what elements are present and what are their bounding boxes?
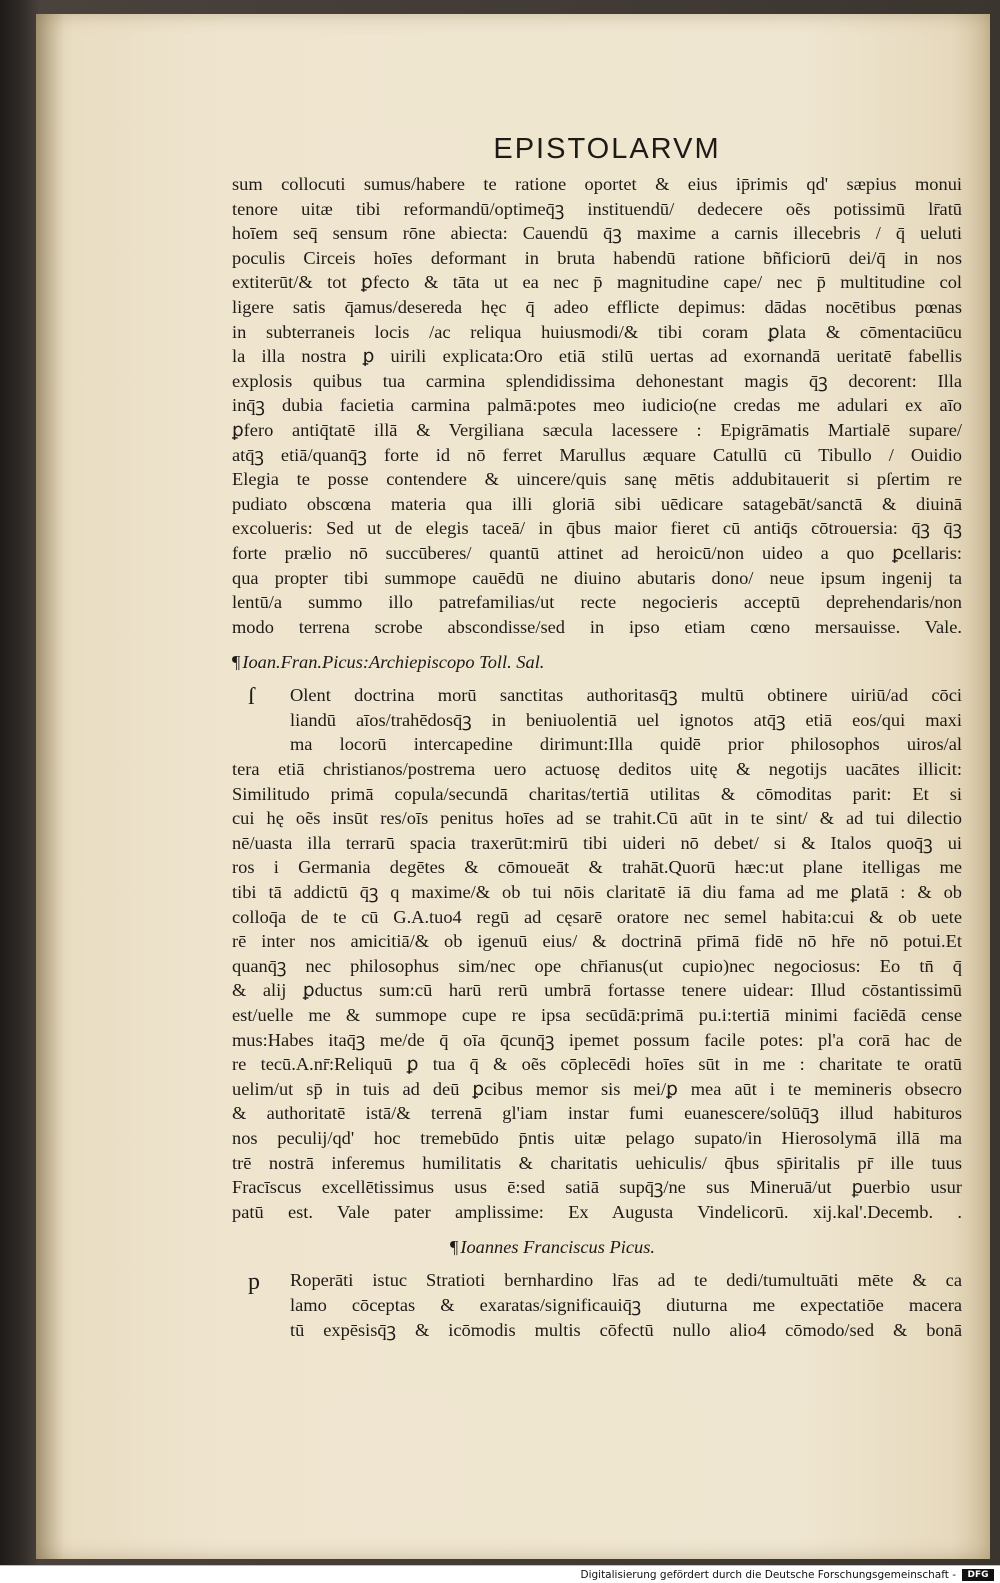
text-line: uelim/ut sp̄ in tuis ad deū ꝑcibus memor sis mei/ꝑ mea aūt i te memineris obsecro: [232, 1078, 962, 1099]
text-line: tū expēsisq̄ꝫ & icōmodis multis cōfectū nullo alio4 cōmodo/sed & bonā: [290, 1319, 962, 1340]
letter-2-body: [232, 757, 962, 1224]
initial-letter: p: [248, 1269, 260, 1296]
text-line: la illa nostra ꝑ uirili explicata:Oro etiā stilū uertas ad exornandā ueritatē fabellis: [232, 346, 962, 367]
letter-2-heading-text: Ioan.Fran.Picus:Archiepiscopo Toll. Sal.: [242, 652, 545, 673]
text-line: explosis quibus tua carmina splendidissima dehonestant magis q̄ꝫ decorent: Illa: [232, 370, 962, 391]
text-line: re tecū.A.nr̄:Reliquū ꝑ tua q̄ & oẽs cōplecēdi hoīes sūt in me : charitate te oratū: [232, 1054, 962, 1075]
footer-strip: [0, 1565, 1000, 1583]
letter-2: [232, 683, 962, 1224]
text-line: & alij ꝑductus sum:cū harū rerū umbrā fortasse tenere uidear: Illud cōstantissimū: [232, 980, 962, 1001]
text-line: mus:Habes itaq̄ꝫ me/de q̄ oīa q̄cunq̄ꝫ ipemet possum facile potes: pl'a corā hac de: [232, 1029, 962, 1050]
initial-letter: ſ: [248, 684, 255, 711]
text-line: Roperāti istuc Stratioti bernhardino lr̄as ad te dedi/tumultuāti mēte & ca: [290, 1270, 962, 1291]
text-line: trē nostrā inferemus humilitatis & charitatis uehiculis/ q̄bus sp̄iritalis pr̄ ille tuus: [232, 1152, 962, 1173]
text-line: lentū/a summo illo patrefamilias/ut recte negocieris acceptū deprehendaris/non: [232, 592, 962, 613]
text-line: hoīem seq̄ sensum rōne abiecta: Cauendū q̄ꝫ maxime a carnis illecebris / q̄ ueluti: [232, 223, 962, 244]
text-line: nē/uasta illa terrarū spacia traxerūt:mirū tibi uideri nō debet/ si & Italos quoq̄ꝫ ui: [232, 832, 962, 853]
running-head: EPISTOLARVM: [493, 133, 721, 165]
text-line: atq̄ꝫ etiā/quanq̄ꝫ forte id nō ferret Marullus æquare Catullū cū Tibullo / Ouidio: [232, 444, 962, 465]
text-line: inq̄ꝫ dubia facietia carmina palmā:potes meo iudicio(ne credas me adulari ex aīo: [232, 395, 962, 416]
text-line: tibi tā addictū q̄ꝫ q maxime/& ob tui nōis claritatē iā diu fama ad me ꝑlatā : & ob: [232, 882, 962, 903]
page-text: [232, 126, 962, 1342]
text-line: nos peculij/qd' hoc tremebūdo p̄ntis uitæ pelago supato/in Hierosolymā illā ma: [232, 1127, 962, 1148]
text-line: cui hę oẽs insūt res/oīs penitus hoīes ad se trahit.Cū aūt in te sint/ & ad tui dilectio: [232, 808, 962, 829]
text-line: & authoritatē istā/& terrenā gl'iam instar fumi euanescere/solūq̄ꝫ illud habituros: [232, 1103, 962, 1124]
letter-3-heading: [232, 1230, 962, 1264]
text-line: ma locorū intercapedine dirimunt:Illa quidē prior philosophos uiros/al: [290, 734, 962, 755]
letter-1: [232, 172, 962, 639]
letter-3-indented-lines: [232, 1268, 962, 1342]
pilcrow-icon: ¶: [232, 652, 241, 673]
text-line: quanq̄ꝫ nec philosophus sim/nec ope chr̄ianus(ut cupio)nec negociosus: Eo tn̄ q̄: [232, 955, 962, 976]
text-line: rē inter nos amicitiā/& ob igenuū eius/ & doctrinā pr̄imā fidē nō hr̄e nō potui.Et: [232, 931, 962, 952]
text-line: modo terrena scrobe abscondisse/sed in ipso etiam cœno mersauisse. Vale.: [232, 616, 962, 637]
text-line: poculis Circeis hoīes deformant in bruta habendū ratione bñficiorū dei/q̄ in nos: [232, 247, 962, 268]
text-line: colloq̄a de te cū G.A.tuo4 regū ad cęsarē oratore nec semel habita:cui & ob uete: [232, 906, 962, 927]
letter-3-heading-text: Ioannes Franciscus Picus.: [460, 1237, 655, 1258]
funding-credit: Digitalisierung gefördert durch die Deutsche Forschungsgemeinschaft -: [580, 1569, 956, 1581]
text-line: sum collocuti sumus/habere te ratione oportet & eius ip̄rimis qd' sæpius monui: [232, 174, 962, 194]
letter-3: [232, 1268, 962, 1342]
text-line: ꝑfero antiq̄tatē illā & Vergiliana sæcula lacessere : Epigrāmatis Martialē supare/: [232, 419, 962, 440]
text-line: ros i Germania degētes & cōmoueāt & trahāt.Quorū hæc:ut plane itelligas me: [232, 857, 962, 878]
text-line: patū est. Vale pater amplissime: Ex Augusta Vindelicorū. xij.kal'.Decemb. .: [232, 1201, 962, 1222]
text-line: lamo cōceptas & exaratas/significauiq̄ꝫ diuturna me expectatiōe macera: [290, 1294, 962, 1315]
text-line: est/uelle me & summope cupe re ipsa secūdā:primā pu.i:tertiā minimi faciēdā cense: [232, 1005, 962, 1025]
text-line: tenore uitæ tibi reformandū/optimeq̄ꝫ instituendū/ dedecere oẽs potissimū lr̄atū: [232, 198, 962, 219]
text-line: qua propter tibi summope cauēdū ne diuino abutaris dono/ neue ipsum ingenij ta: [232, 567, 962, 588]
pilcrow-icon: ¶: [450, 1237, 459, 1258]
text-line: pudiato obscœna materia qua illi gloriā sibi uēdicare satagebāt/sanctā & diuinā: [232, 493, 962, 514]
text-line: Similitudo primā copula/secundā charitas/tertiā utilitas & cōmoditas parit: Et si: [232, 783, 962, 804]
text-line: in subterraneis locis /ac reliqua huiusmodi/& tibi coram ꝑlata & cōmentaciūcu: [232, 321, 962, 342]
text-line: extiterūt/& tot ꝑfecto & tāta ut ea nec p̄ magnitudine cape/ nec p̄ multitudine col: [232, 272, 962, 293]
text-line: Elegia te posse contendere & uincere/quis sanę mētis addubitauerit si pſertim re: [232, 469, 962, 490]
text-line: Fracīscus excellētissimus usus ē:sed satiā supq̄ꝫ/ne sus Mineruā/ut ꝑuerbio usur: [232, 1177, 962, 1198]
text-line: liandū aīos/trahēdosq̄ꝫ in beniuolentiā uel ignotos atq̄ꝫ etiā eos/qui maxi: [290, 709, 962, 730]
text-line: ligere satis q̄amus/desereda hęc q̄ adeo efflicte depimus: dādas nocētibus pœnas: [232, 296, 962, 317]
text-line: tera etiā christianos/postrema uero actuosę deditos uitę & negotijs uacātes illicit:: [232, 759, 962, 780]
text-line: forte prælio nō succūberes/ quantū attinet ad heroicū/non uideo a quo ꝑcellaris:: [232, 542, 962, 563]
text-line: Olent doctrina morū sanctitas authoritasq̄ꝫ multū obtinere uiriū/ad cōci: [290, 685, 962, 706]
letter-2-indented-lines: [232, 683, 962, 757]
letter-2-heading: [232, 645, 962, 679]
dfg-logo: DFG: [962, 1569, 994, 1581]
text-line: excolueris: Sed ut de elegis taceā/ in q̄bus maior fieret cū antiq̄s cōtrouersia: q̄ꝫ q̄ꝫ: [232, 518, 962, 539]
